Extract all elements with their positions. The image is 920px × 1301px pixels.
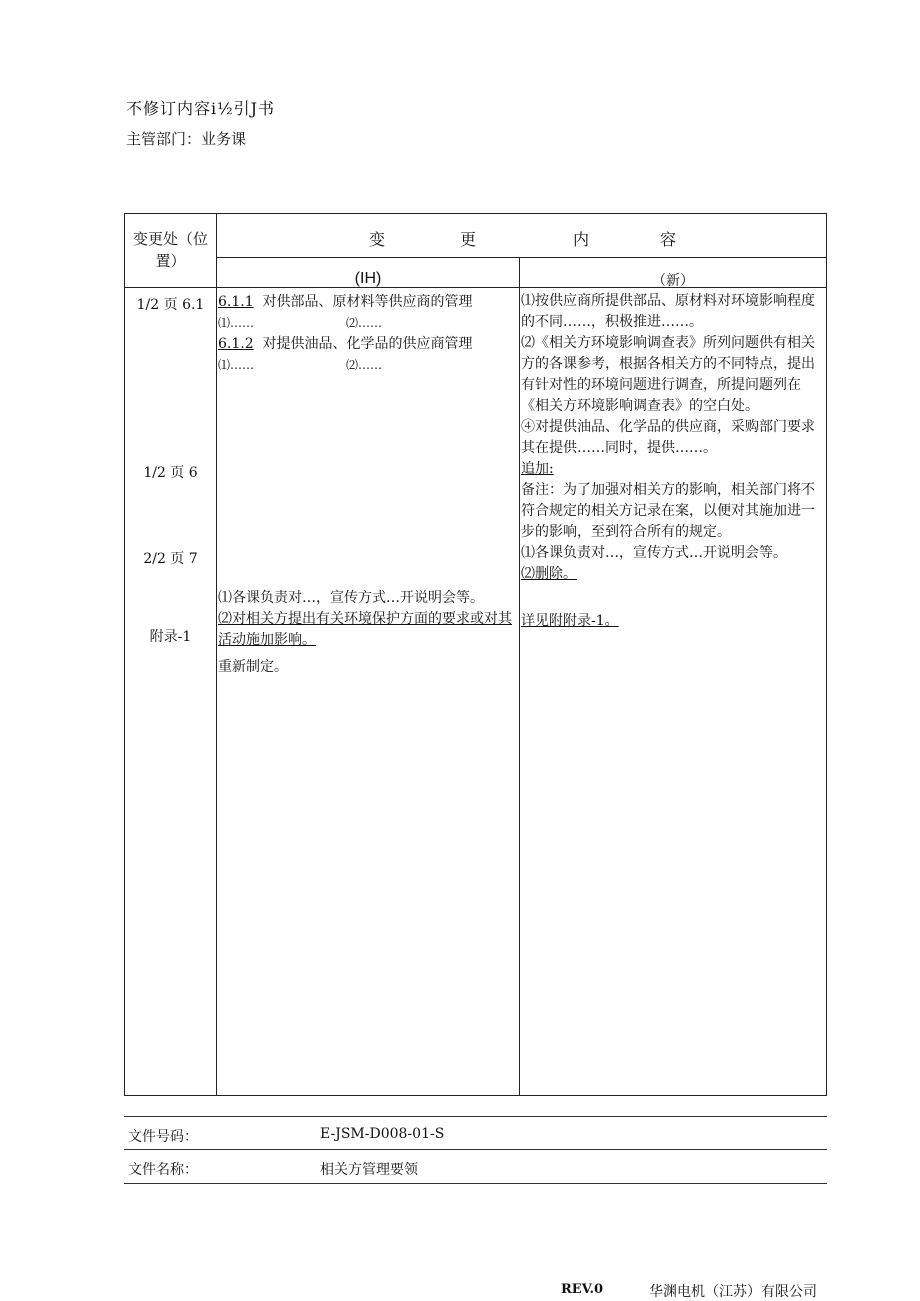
revision-label: REV.0 xyxy=(561,1282,604,1297)
footer-rule xyxy=(124,1149,827,1150)
old-content xyxy=(218,292,516,376)
old-paragraph: 重新制定。 xyxy=(218,659,288,675)
position-cell: 1/2 页 6.1 xyxy=(136,297,205,313)
position-cell: 附录-1 xyxy=(149,629,192,645)
change-table xyxy=(124,213,827,1096)
header-char: 变 xyxy=(369,230,386,249)
header-new: （新） xyxy=(652,273,694,289)
header-position: 变更处（位 置） xyxy=(132,230,208,270)
sub-items xyxy=(218,313,516,334)
doc-number-value: E-JSM-D008-01-S xyxy=(320,1126,445,1142)
sub-items xyxy=(218,355,516,376)
doc-number-label: 文件号码： xyxy=(128,1129,198,1145)
column-divider xyxy=(216,214,217,1095)
new-paragraph: 备注：为了加强对相关方的影响，相关部门将不符合规定的相关方记录在案，以便对其施加进一步的影响，至到符合所有的规定。 xyxy=(521,482,815,540)
header-char: 更 xyxy=(460,230,477,249)
header-char: 内 xyxy=(573,230,590,249)
old-paragraph: ⑴各课负责对…，宣传方式…开说明会等。 xyxy=(218,590,484,606)
clause-number: 6.1.1 xyxy=(218,294,254,310)
doc-name-value: 相关方管理要领 xyxy=(320,1162,418,1178)
sub-item: ⑴…… xyxy=(218,358,255,372)
new-content xyxy=(521,291,827,632)
sub-item: ⑵…… xyxy=(346,358,383,372)
document-title: 不修订内容i½引J书 xyxy=(126,99,276,118)
old-item xyxy=(218,334,516,355)
position-cell: 1/2 页 6 xyxy=(143,465,198,481)
clause-number: 6.1.2 xyxy=(218,336,254,352)
new-paragraph: ④对提供油品、化学品的供应商，采购部门要求其在提供……同时，提供……。 xyxy=(521,419,815,456)
header-old: (IH) xyxy=(354,270,382,287)
clause-text: 对供部品、原材料等供应商的管理 xyxy=(262,294,473,310)
old-content-lower xyxy=(218,588,516,678)
row-divider xyxy=(216,257,826,258)
footer-rule xyxy=(124,1116,827,1117)
new-paragraph: ⑵删除。 xyxy=(521,566,577,582)
sub-item: ⑴…… xyxy=(218,316,255,330)
old-item xyxy=(218,292,516,313)
column-divider xyxy=(519,258,520,1095)
department-label: 主管部门：业务课 xyxy=(126,130,247,148)
footer-rule xyxy=(124,1183,827,1184)
position-cell: 2/2 页 7 xyxy=(143,551,198,567)
doc-name-label: 文件名称： xyxy=(128,1162,198,1178)
new-paragraph: 详见附附录-1。 xyxy=(521,613,619,629)
new-paragraph: ⑴按供应商所提供部品、原材料对环境影响程度的不同……，积极推进……。 xyxy=(521,293,815,330)
new-paragraph: 追加: xyxy=(521,461,554,477)
new-paragraph: ⑵《相关方环境影响调查表》所列问题供有相关方的各课参考，根据各相关方的不同特点，提出有针对性的环境问题进行调查，所提问题列在《相关方环境影响调查表》的空白处。 xyxy=(521,335,815,414)
header-char: 容 xyxy=(660,230,677,249)
new-paragraph: ⑴各课负责对…，宣传方式…开说明会等。 xyxy=(521,545,787,561)
old-paragraph: ⑵对相关方提出有关环境保护方面的要求或对其活动施加影响。 xyxy=(218,611,512,648)
sub-item: ⑵…… xyxy=(346,316,383,330)
clause-text: 对提供油品、化学品的供应商管理 xyxy=(262,336,473,352)
company-name: 华渊电机（江苏）有限公司 xyxy=(649,1284,817,1300)
